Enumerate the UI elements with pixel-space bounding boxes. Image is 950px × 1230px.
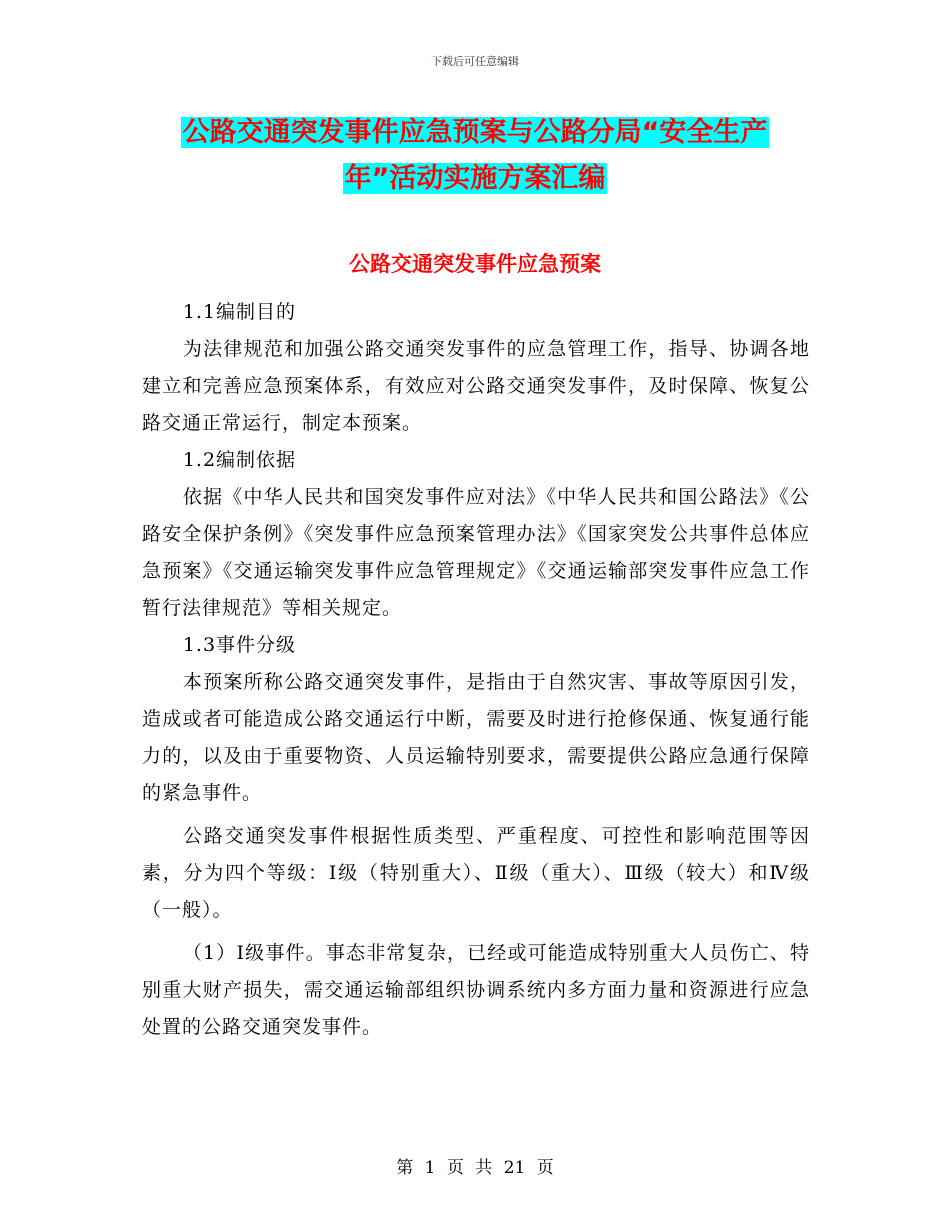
title-line-2: 年”活动实施方案汇编 <box>344 163 606 194</box>
paragraph: （1）Ⅰ级事件。事态非常复杂，已经或可能造成特别重大人员伤亡、特别重大财产损失，需交通运输部组织协调系统内多方面力量和资源进行应急处置的公路交通突发事件。 <box>142 942 810 1038</box>
paragraph: 为法律规范和加强公路交通突发事件的应急管理工作，指导、协调各地建立和完善应急预案体系，有效应对公路交通突发事件，及时保障、恢复公路交通正常运行，制定本预案。 <box>142 338 810 434</box>
document-body <box>142 294 810 1046</box>
heading-1-1: 1.1编制目的 <box>182 301 297 323</box>
header-note: 下载后可任意编辑 <box>431 55 519 68</box>
heading-1-2: 1.2编制依据 <box>182 449 297 471</box>
heading-1-3: 1.3事件分级 <box>182 634 297 656</box>
section-title: 公路交通突发事件应急预案 <box>349 252 601 276</box>
title-line-1: 公路交通突发事件应急预案与公路分局“安全生产 <box>182 117 768 148</box>
paragraph: 公路交通突发事件根据性质类型、严重程度、可控性和影响范围等因素，分为四个等级：Ⅰ级（特别重大）、Ⅱ级（重大）、Ⅲ级（较大）和Ⅳ级（一般）。 <box>142 825 810 921</box>
paragraph: 依据《中华人民共和国突发事件应对法》《中华人民共和国公路法》《公路安全保护条例》《突发事件应急预案管理办法》《国家突发公共事件总体应急预案》《交通运输突发事件应急管理规定》《交通运输部突发事件应急工作暂行法律规范》等相关规定。 <box>142 486 810 619</box>
page-footer: 第 1 页 共 21 页 <box>396 1158 554 1178</box>
paragraph: 本预案所称公路交通突发事件，是指由于自然灾害、事故等原因引发，造成或者可能造成公路交通运行中断，需要及时进行抢修保通、恢复通行能力的，以及由于重要物资、人员运输特别要求，需要提供公路应急通行保障的紧急事件。 <box>142 671 810 804</box>
document-title <box>0 110 950 202</box>
